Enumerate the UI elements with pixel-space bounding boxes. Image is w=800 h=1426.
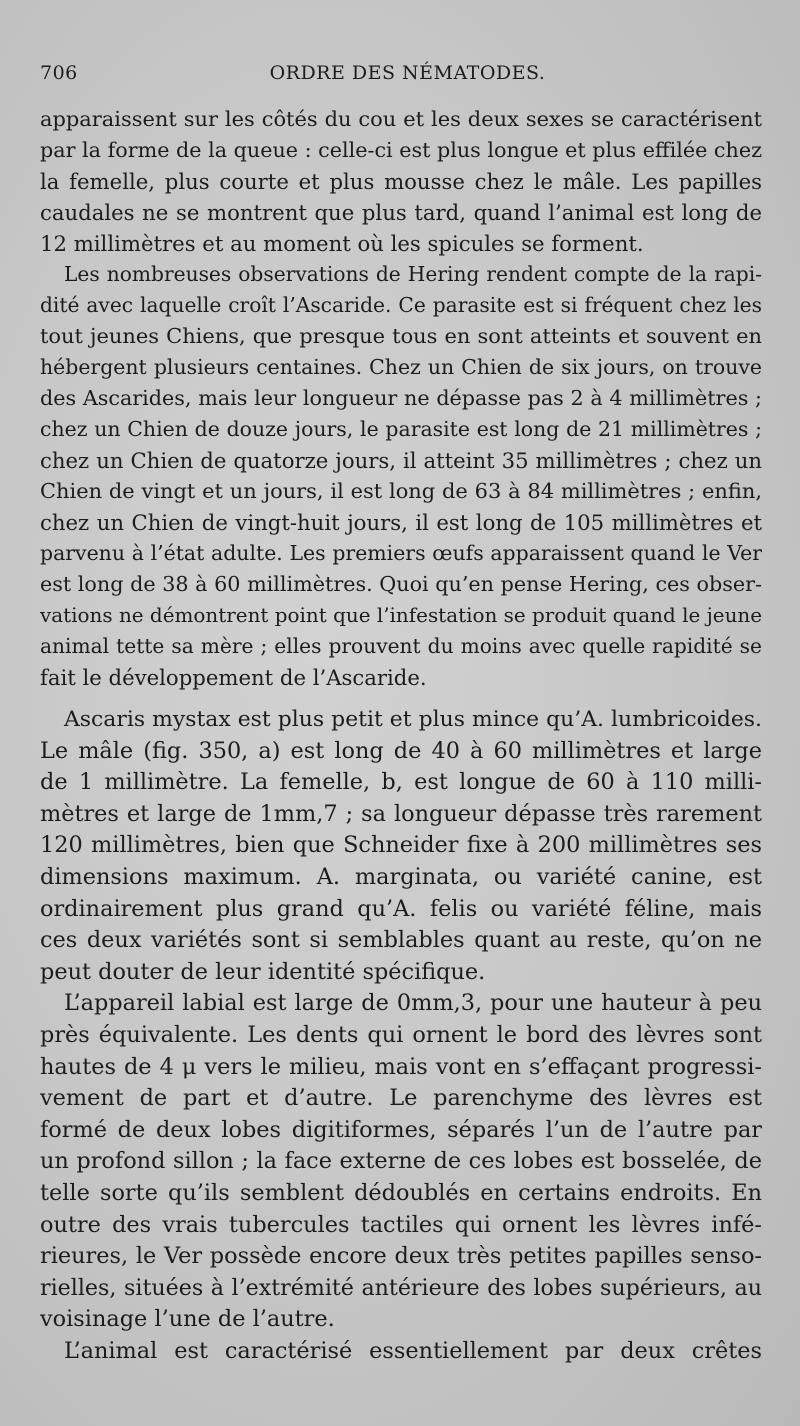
paragraph (40, 259, 762, 693)
text-line: animal tette sa mère ; elles prouvent du moins avec quelle rapidité se (40, 634, 762, 658)
text-line: Chien de vingt et un jours, il est long de 63 à 84 millimètres ; enfin, (40, 479, 762, 503)
paragraph (40, 988, 762, 1336)
text-line: L’appareil labial est large de 0mm,3, pour une hauteur à peu (64, 990, 762, 1017)
paragraph (40, 1336, 762, 1368)
paragraph (40, 704, 762, 988)
text-line: près équivalente. Les dents qui ornent le bord des lèvres sont (40, 1021, 762, 1048)
text-block-lower (40, 704, 762, 1367)
running-title: ORDRE DES NÉMATODES. (269, 62, 546, 84)
text-line: peut douter de leur identité spécifique. (40, 958, 486, 985)
text-line: des Ascarides, mais leur longueur ne dépasse pas 2 à 4 millimètres ; (40, 386, 762, 410)
text-line: 120 millimètres, bien que Schneider fixe à 200 millimètres ses (40, 832, 762, 859)
text-line: parvenu à l’état adulte. Les premiers œufs apparaissent quand le Ver (40, 541, 762, 565)
text-line: L’animal est caractérisé essentiellement par deux crêtes (64, 1337, 762, 1364)
text-line: chez un Chien de vingt-huit jours, il est long de 105 millimètres et (40, 510, 762, 535)
text-line: de 1 millimètre. La femelle, b, est longue de 60 à 110 milli- (40, 769, 762, 796)
text-line: voisinage l’une de l’autre. (40, 1306, 335, 1333)
text-line: hébergent plusieurs centaines. Chez un Chien de six jours, on trouve (40, 355, 762, 379)
text-line: apparaissent sur les côtés du cou et les deux sexes se caractérisent (40, 107, 762, 131)
text-line: vations ne démontrent point que l’infestation se produit quand le jeune (40, 603, 762, 627)
text-line: rieures, le Ver possède encore deux très petites papilles senso- (40, 1243, 762, 1270)
text-line: Le mâle (fig. 350, a) est long de 40 à 60 millimètres et large (40, 737, 762, 764)
text-line: dimensions maximum. A. marginata, ou variété canine, est (40, 863, 762, 890)
text-line: 12 millimètres et au moment où les spicules se forment. (40, 231, 644, 256)
running-head (40, 62, 775, 92)
paragraph (40, 104, 762, 259)
text-line: formé de deux lobes digitiformes, séparés l’un de l’autre par (40, 1116, 762, 1143)
page-number: 706 (40, 62, 78, 84)
text-line: fait le développement de l’Ascaride. (40, 665, 427, 690)
text-line: vement de part et d’autre. Le parenchyme des lèvres est (40, 1085, 762, 1112)
text-line: mètres et large de 1mm,7 ; sa longueur dépasse très rarement (40, 800, 762, 827)
text-line: caudales ne se montrent que plus tard, quand l’animal est long de (40, 200, 762, 225)
text-line: la femelle, plus courte et plus mousse chez le mâle. Les papilles (40, 169, 762, 194)
text-line: chez un Chien de douze jours, le parasite est long de 21 millimètres ; (40, 417, 762, 441)
text-line: est long de 38 à 60 millimètres. Quoi qu’en pense Hering, ces obser- (40, 572, 762, 596)
text-line: tout jeunes Chiens, que presque tous en sont atteints et souvent en (40, 324, 762, 348)
text-line: Ascaris mystax est plus petit et plus mince qu’A. lumbricoides. (64, 707, 762, 732)
text-line: telle sorte qu’ils semblent dédoublés en certains endroits. En (40, 1179, 762, 1206)
text-line: un profond sillon ; la face externe de ces lobes est bosselée, de (40, 1148, 762, 1175)
text-line: ordinairement plus grand qu’A. felis ou variété féline, mais (40, 895, 762, 922)
text-line: outre des vrais tubercules tactiles qui ornent les lèvres infé- (40, 1211, 762, 1238)
text-block-upper (40, 104, 762, 693)
text-line: rielles, situées à l’extrémité antérieure des lobes supérieurs, au (40, 1274, 762, 1301)
text-line: Les nombreuses observations de Hering rendent compte de la rapi- (64, 262, 762, 286)
text-line: ces deux variétés sont si semblables quant au reste, qu’on ne (40, 927, 762, 954)
text-line: par la forme de la queue : celle-ci est plus longue et plus effilée chez (40, 138, 762, 162)
text-line: dité avec laquelle croît l’Ascaride. Ce parasite est si fréquent chez les (40, 293, 762, 317)
text-line: chez un Chien de quatorze jours, il atteint 35 millimètres ; chez un (40, 448, 762, 473)
text-line: hautes de 4 μ vers le milieu, mais vont en s’effaçant progressi- (40, 1053, 762, 1080)
